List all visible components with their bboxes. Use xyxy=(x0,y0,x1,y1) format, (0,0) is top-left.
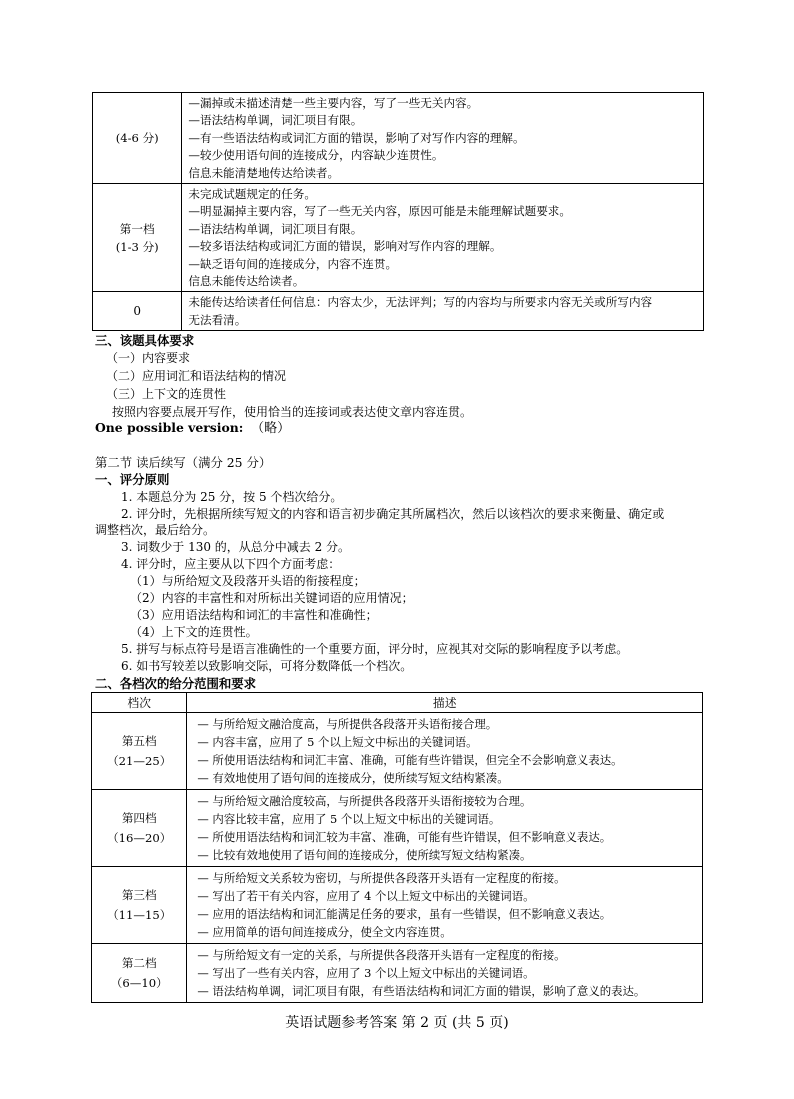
principle-line: 调整档次，最后给分。 xyxy=(95,523,216,537)
description-line: — 与所给短文关系较为密切，与所提供各段落开头语有一定程度的衔接。 xyxy=(197,871,566,885)
description-cell xyxy=(187,944,703,1003)
version-value: （略） xyxy=(251,421,291,436)
description-line: 无法看清。 xyxy=(188,312,247,327)
description-line: 信息未能清楚地传达给读者。 xyxy=(188,165,340,180)
level-cell xyxy=(92,713,187,790)
principle-line: （2）内容的丰富性和对所标出关键词语的应用情况； xyxy=(130,591,414,605)
description-line: — 应用的语法结构和词汇能满足任务的要求，虽有一些错误，但不影响意义表达。 xyxy=(197,907,612,921)
level-cell xyxy=(92,944,187,1003)
requirement-item: （三）上下文的连贯性 xyxy=(106,387,227,401)
level-score: 0 xyxy=(133,304,142,319)
scoring-table-writing xyxy=(92,92,704,331)
version-label: One possible version: xyxy=(95,420,244,435)
requirement-item: （一）内容要求 xyxy=(106,351,191,365)
level-cell xyxy=(92,790,187,867)
level-name: 第三档 xyxy=(121,888,157,902)
table-row xyxy=(92,867,703,944)
description-line: — 应用简单的语句间连接成分，使全文内容连贯。 xyxy=(197,925,452,939)
level-range: （11—15） xyxy=(107,908,172,922)
requirement-item: （二）应用词汇和语法结构的情况 xyxy=(106,369,287,383)
description-line: — 语法结构单调，词汇项目有限，有些语法结构和词汇方面的错误，影响了意义的表达。 xyxy=(197,984,646,998)
requirement-note: 按照内容要点展开写作，使用恰当的连接词或表达使文章内容连贯。 xyxy=(112,405,473,419)
principle-line: 2. 评分时，先根据所续写短文的内容和语言初步确定其所属档次，然后以该档次的要求来衡量、确定或 xyxy=(121,507,665,521)
page-footer: 英语试题参考答案 第 2 页 (共 5 页) xyxy=(285,1015,509,1031)
description-line: 未完成试题规定的任务。 xyxy=(188,187,316,202)
principle-line: （3）应用语法结构和词汇的丰富性和准确性； xyxy=(130,608,378,622)
level-range: (4-6 分) xyxy=(115,131,159,146)
principle-line: 1. 本题总分为 25 分，按 5 个档次给分。 xyxy=(121,490,343,504)
description-line: — 写出了一些有关内容，应用了 3 个以上短文中标出的关键词语。 xyxy=(197,966,535,980)
level-name: 第五档 xyxy=(121,734,157,748)
description-line: —较少使用语句间的连接成分，内容缺少连贯性。 xyxy=(188,148,444,163)
description-line: — 内容丰富，应用了 5 个以上短文中标出的关键词语。 xyxy=(197,735,478,749)
principle-line: 5. 拼写与标点符号是语言准确性的一个重要方面，评分时，应视其对交际的影响程度予以考虑。 xyxy=(121,642,629,656)
principle-line: 4. 评分时，应主要从以下四个方面考虑： xyxy=(121,557,341,571)
description-line: 未能传达给读者任何信息：内容太少，无法评判；写的内容均与所要求内容无关或所写内容 xyxy=(188,295,653,310)
description-line: — 内容比较丰富，应用了 5 个以上短文中标出的关键词语。 xyxy=(197,812,501,826)
level-name: 第四档 xyxy=(121,811,157,825)
scoring-table-continuation xyxy=(91,692,703,1003)
level-cell xyxy=(93,184,182,292)
description-line: — 与所给短文融洽度高，与所提供各段落开头语衔接合理。 xyxy=(197,717,498,731)
description-cell xyxy=(182,93,704,184)
description-line: —缺乏语句间的连接成分，内容不连贯。 xyxy=(188,256,398,271)
possible-version xyxy=(95,417,290,436)
principle-line: （1）与所给短文及段落开头语的衔接程度； xyxy=(130,574,366,588)
description-line: — 写出了若干有关内容，应用了 4 个以上短文中标出的关键词语。 xyxy=(197,889,535,903)
level-range: （16—20） xyxy=(107,831,172,845)
description-line: —有一些语法结构或词汇方面的错误，影响了对写作内容的理解。 xyxy=(188,130,525,145)
table-row xyxy=(92,944,703,1003)
table-row xyxy=(93,292,704,331)
level-range: （21—25） xyxy=(107,754,172,768)
description-line: —漏掉或未描述清楚一些主要内容，写了一些无关内容。 xyxy=(188,96,479,110)
section-heading: 三、该题具体要求 xyxy=(95,333,195,348)
level-cell xyxy=(92,867,187,944)
section-heading: 二、各档次的给分范围和要求 xyxy=(95,676,257,691)
level-range: (1-3 分) xyxy=(115,239,159,254)
description-line: 信息未能传达给读者。 xyxy=(188,274,305,289)
table-header-row xyxy=(92,693,703,713)
principle-line: 6. 如书写较差以致影响交际，可将分数降低一个档次。 xyxy=(121,659,413,673)
level-cell xyxy=(93,93,182,184)
level-range: （6—10） xyxy=(110,976,168,990)
principle-line: 3. 词数少于 130 的，从总分中减去 2 分。 xyxy=(121,540,351,554)
description-cell xyxy=(182,292,704,331)
table-row xyxy=(93,184,704,292)
level-name: 第二档 xyxy=(121,956,157,970)
level-name: 第一档 xyxy=(119,221,155,236)
header-description: 描述 xyxy=(187,693,703,713)
part-title: 第二节 读后续写（满分 25 分） xyxy=(95,455,272,470)
table-row xyxy=(92,713,703,790)
description-line: — 与所给短文有一定的关系，与所提供各段落开头语有一定程度的衔接。 xyxy=(197,948,566,962)
description-line: — 所使用语法结构和词汇较为丰富、准确，可能有些许错误，但不影响意义表达。 xyxy=(197,830,612,844)
table-row xyxy=(93,93,704,184)
description-line: — 与所给短文融洽度较高，与所提供各段落开头语衔接较为合理。 xyxy=(197,794,532,808)
description-line: —较多语法结构或词汇方面的错误，影响对写作内容的理解。 xyxy=(188,239,502,254)
description-cell xyxy=(187,790,703,867)
description-cell xyxy=(187,867,703,944)
description-line: — 比较有效地使用了语句间的连接成分，使所续写短文结构紧凑。 xyxy=(197,848,532,862)
description-line: — 有效地使用了语句间的连接成分，使所续写短文结构紧凑。 xyxy=(197,771,509,785)
section-heading: 一、评分原则 xyxy=(95,472,170,487)
description-line: —语法结构单调，词汇项目有限。 xyxy=(188,113,363,128)
description-line: —语法结构单调，词汇项目有限。 xyxy=(188,221,363,236)
principle-line: （4）上下文的连贯性。 xyxy=(130,625,258,639)
description-cell xyxy=(187,713,703,790)
description-line: —明显漏掉主要内容，写了一些无关内容，原因可能是未能理解试题要求。 xyxy=(188,204,571,219)
description-cell xyxy=(182,184,704,292)
table-row xyxy=(92,790,703,867)
header-level: 档次 xyxy=(92,693,187,713)
description-line: — 所使用语法结构和词汇丰富、准确，可能有些许错误，但完全不会影响意义表达。 xyxy=(197,753,623,767)
level-cell xyxy=(93,292,182,331)
